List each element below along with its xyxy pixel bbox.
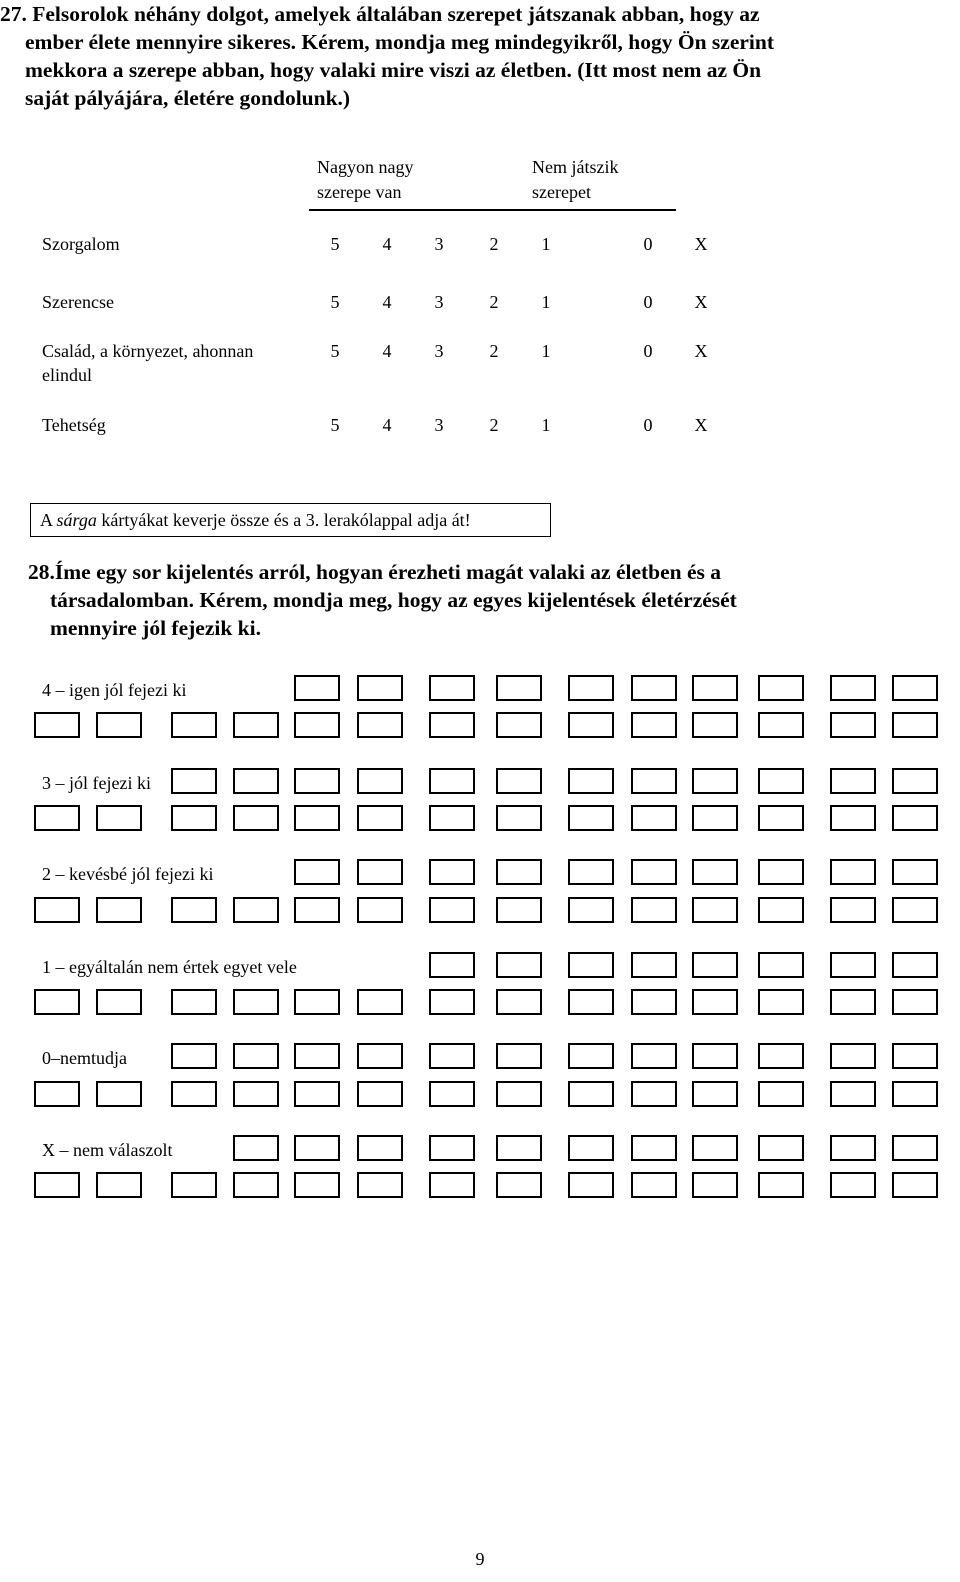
question-27-line: mekkora a szerepe abban, hogy valaki mire viszi az életben. (Itt most nem az Ön: [25, 58, 762, 82]
card-slot-box[interactable]: [496, 989, 542, 1015]
question-27-title: [0, 0, 955, 112]
card-slot-box[interactable]: [568, 1172, 614, 1198]
scale-header-rule: [309, 209, 676, 211]
card-slot-box[interactable]: [171, 1081, 217, 1107]
card-slot-box[interactable]: [357, 675, 403, 701]
card-slot-box[interactable]: [758, 675, 804, 701]
card-slot-box[interactable]: [294, 805, 340, 831]
question-28-title: [28, 558, 953, 642]
card-slot-box[interactable]: [758, 859, 804, 885]
item-label-szorgalom: Szorgalom: [42, 234, 120, 254]
card-slot-box[interactable]: [294, 1043, 340, 1069]
category-label-x: X – nem válaszolt: [42, 1140, 173, 1160]
rating-option[interactable]: 4: [382, 415, 392, 435]
card-slot-box[interactable]: [568, 952, 614, 978]
card-slot-box[interactable]: [496, 859, 542, 885]
card-slot-box[interactable]: [631, 952, 677, 978]
card-slot-box[interactable]: [357, 897, 403, 923]
card-slot-box[interactable]: [233, 712, 279, 738]
card-slot-box[interactable]: [429, 675, 475, 701]
card-slot-box[interactable]: [171, 1172, 217, 1198]
card-slot-box[interactable]: [294, 859, 340, 885]
card-slot-box[interactable]: [692, 805, 738, 831]
card-slot-box[interactable]: [357, 1043, 403, 1069]
card-slot-box[interactable]: [34, 989, 80, 1015]
rating-option[interactable]: X: [694, 292, 708, 312]
card-slot-box[interactable]: [96, 1081, 142, 1107]
card-slot-box[interactable]: [429, 712, 475, 738]
card-slot-box[interactable]: [233, 768, 279, 794]
scale-header-left-line: Nagyon nagy: [317, 157, 414, 177]
rating-option[interactable]: 0: [643, 415, 653, 435]
card-slot-box[interactable]: [758, 952, 804, 978]
card-slot-box[interactable]: [294, 1172, 340, 1198]
rating-option[interactable]: 2: [489, 341, 499, 361]
card-slot-box[interactable]: [171, 989, 217, 1015]
card-slot-box[interactable]: [692, 1172, 738, 1198]
card-slot-box[interactable]: [294, 1135, 340, 1161]
instruction-box: [30, 503, 551, 537]
scale-header-right-line: szerepet: [532, 182, 591, 202]
category-label-2: 2 – kevésbé jól fejezi ki: [42, 864, 214, 884]
card-slot-box[interactable]: [34, 805, 80, 831]
card-slot-box[interactable]: [96, 897, 142, 923]
card-slot-box[interactable]: [429, 897, 475, 923]
card-slot-box[interactable]: [758, 989, 804, 1015]
card-slot-box[interactable]: [568, 675, 614, 701]
card-slot-box[interactable]: [568, 1043, 614, 1069]
card-slot-box[interactable]: [758, 1135, 804, 1161]
card-slot-box[interactable]: [357, 859, 403, 885]
card-slot-box[interactable]: [294, 989, 340, 1015]
card-slot-box[interactable]: [892, 1135, 938, 1161]
rating-option[interactable]: 0: [643, 341, 653, 361]
card-slot-box[interactable]: [429, 859, 475, 885]
card-slot-box[interactable]: [631, 1172, 677, 1198]
rating-option[interactable]: 4: [382, 341, 392, 361]
card-slot-box[interactable]: [892, 805, 938, 831]
card-slot-box[interactable]: [496, 952, 542, 978]
scale-header-right: [532, 155, 618, 205]
question-27-line: ember élete mennyire sikeres. Kérem, mondja meg mindegyikről, hogy Ön szerint: [25, 30, 775, 54]
card-slot-box[interactable]: [830, 675, 876, 701]
card-slot-box[interactable]: [568, 805, 614, 831]
question-27-line: saját pályájára, életére gondolunk.): [25, 86, 351, 110]
card-slot-box[interactable]: [568, 1081, 614, 1107]
card-slot-box[interactable]: [758, 768, 804, 794]
question-27-line: 27. Felsorolok néhány dolgot, amelyek általában szerepet játszanak abban, hogy az: [0, 2, 760, 26]
rating-option[interactable]: 5: [330, 341, 340, 361]
card-slot-box[interactable]: [357, 1172, 403, 1198]
rating-option[interactable]: 5: [330, 292, 340, 312]
card-slot-box[interactable]: [830, 1081, 876, 1107]
card-slot-box[interactable]: [294, 897, 340, 923]
card-slot-box[interactable]: [892, 952, 938, 978]
card-slot-box[interactable]: [631, 897, 677, 923]
card-slot-box[interactable]: [758, 805, 804, 831]
card-slot-box[interactable]: [692, 859, 738, 885]
card-slot-box[interactable]: [758, 1043, 804, 1069]
rating-option[interactable]: X: [694, 415, 708, 435]
card-slot-box[interactable]: [830, 805, 876, 831]
category-label-4: 4 – igen jól fejezi ki: [42, 680, 187, 700]
item-label-szerencse: Szerencse: [42, 292, 114, 312]
card-slot-box[interactable]: [357, 712, 403, 738]
rating-option[interactable]: 3: [434, 415, 444, 435]
card-slot-box[interactable]: [294, 1081, 340, 1107]
card-slot-box[interactable]: [568, 712, 614, 738]
card-slot-box[interactable]: [171, 1043, 217, 1069]
card-slot-box[interactable]: [233, 1172, 279, 1198]
card-slot-box[interactable]: [429, 1081, 475, 1107]
category-label-1: 1 – egyáltalán nem értek egyet vele: [42, 957, 297, 977]
card-slot-box[interactable]: [34, 1081, 80, 1107]
card-slot-box[interactable]: [892, 1081, 938, 1107]
rating-option[interactable]: 5: [330, 234, 340, 254]
rating-option[interactable]: 3: [434, 292, 444, 312]
card-slot-box[interactable]: [34, 897, 80, 923]
instruction-text: A: [40, 510, 57, 530]
card-slot-box[interactable]: [171, 897, 217, 923]
rating-option[interactable]: 2: [489, 234, 499, 254]
card-slot-box[interactable]: [496, 712, 542, 738]
card-slot-box[interactable]: [429, 1172, 475, 1198]
card-slot-box[interactable]: [429, 1043, 475, 1069]
card-slot-box[interactable]: [496, 1081, 542, 1107]
card-slot-box[interactable]: [568, 859, 614, 885]
card-slot-box[interactable]: [96, 712, 142, 738]
item-label-line: Család, a környezet, ahonnan: [42, 341, 254, 361]
card-slot-box[interactable]: [631, 859, 677, 885]
card-slot-box[interactable]: [830, 768, 876, 794]
rating-option[interactable]: 2: [489, 415, 499, 435]
card-slot-box[interactable]: [830, 1172, 876, 1198]
card-slot-box[interactable]: [692, 1043, 738, 1069]
card-slot-box[interactable]: [429, 768, 475, 794]
card-slot-box[interactable]: [568, 897, 614, 923]
card-slot-box[interactable]: [34, 712, 80, 738]
card-slot-box[interactable]: [233, 805, 279, 831]
card-slot-box[interactable]: [496, 897, 542, 923]
card-slot-box[interactable]: [631, 675, 677, 701]
card-slot-box[interactable]: [429, 989, 475, 1015]
card-slot-box[interactable]: [830, 859, 876, 885]
card-slot-box[interactable]: [429, 1135, 475, 1161]
card-slot-box[interactable]: [830, 989, 876, 1015]
card-slot-box[interactable]: [568, 989, 614, 1015]
card-slot-box[interactable]: [692, 952, 738, 978]
rating-option[interactable]: 4: [382, 292, 392, 312]
card-slot-box[interactable]: [496, 1172, 542, 1198]
card-slot-box[interactable]: [631, 805, 677, 831]
card-slot-box[interactable]: [233, 1043, 279, 1069]
card-slot-box[interactable]: [758, 897, 804, 923]
card-slot-box[interactable]: [631, 712, 677, 738]
card-slot-box[interactable]: [692, 897, 738, 923]
card-slot-box[interactable]: [568, 768, 614, 794]
card-slot-box[interactable]: [568, 1135, 614, 1161]
card-slot-box[interactable]: [758, 1081, 804, 1107]
category-label-3: 3 – jól fejezi ki: [42, 773, 151, 793]
card-slot-box[interactable]: [34, 1172, 80, 1198]
card-slot-box[interactable]: [631, 1081, 677, 1107]
card-slot-box[interactable]: [892, 859, 938, 885]
item-label-tehetseg: Tehetség: [42, 415, 106, 435]
card-slot-box[interactable]: [892, 1043, 938, 1069]
category-label-0: 0–nemtudja: [42, 1048, 127, 1068]
rating-option[interactable]: 1: [541, 292, 551, 312]
rating-option[interactable]: 0: [643, 292, 653, 312]
card-slot-box[interactable]: [233, 989, 279, 1015]
scale-header-left-line: szerepe van: [317, 182, 402, 202]
card-slot-box[interactable]: [496, 1043, 542, 1069]
card-slot-box[interactable]: [233, 1135, 279, 1161]
rating-option[interactable]: 5: [330, 415, 340, 435]
card-slot-box[interactable]: [830, 897, 876, 923]
card-slot-box[interactable]: [96, 989, 142, 1015]
question-28-line: mennyire jól fejezik ki.: [50, 616, 261, 640]
card-slot-box[interactable]: [830, 952, 876, 978]
rating-option[interactable]: X: [694, 234, 708, 254]
card-slot-box[interactable]: [758, 1172, 804, 1198]
card-slot-box[interactable]: [357, 805, 403, 831]
card-slot-box[interactable]: [830, 712, 876, 738]
rating-option[interactable]: 3: [434, 234, 444, 254]
card-slot-box[interactable]: [692, 712, 738, 738]
card-slot-box[interactable]: [294, 712, 340, 738]
card-slot-box[interactable]: [171, 768, 217, 794]
card-slot-box[interactable]: [496, 805, 542, 831]
question-28-line: társadalomban. Kérem, mondja meg, hogy az egyes kijelentések életérzését: [50, 588, 737, 612]
card-slot-box[interactable]: [892, 675, 938, 701]
card-slot-box[interactable]: [631, 768, 677, 794]
card-slot-box[interactable]: [830, 1043, 876, 1069]
card-slot-box[interactable]: [496, 768, 542, 794]
card-slot-box[interactable]: [692, 768, 738, 794]
page-number: 9: [475, 1549, 485, 1569]
card-slot-box[interactable]: [294, 768, 340, 794]
item-label-csalad: [42, 339, 253, 387]
card-slot-box[interactable]: [496, 675, 542, 701]
card-slot-box[interactable]: [692, 989, 738, 1015]
instruction-color-word: sárga: [56, 510, 97, 530]
card-slot-box[interactable]: [892, 989, 938, 1015]
card-slot-box[interactable]: [692, 1135, 738, 1161]
rating-option[interactable]: 0: [643, 234, 653, 254]
item-label-line: elindul: [42, 365, 92, 385]
card-slot-box[interactable]: [631, 1043, 677, 1069]
card-slot-box[interactable]: [631, 989, 677, 1015]
scale-header-right-line: Nem játszik: [532, 157, 619, 177]
card-slot-box[interactable]: [692, 1081, 738, 1107]
rating-option[interactable]: 3: [434, 341, 444, 361]
card-slot-box[interactable]: [357, 768, 403, 794]
card-slot-box[interactable]: [429, 805, 475, 831]
card-slot-box[interactable]: [357, 989, 403, 1015]
question-28-line: 28.Íme egy sor kijelentés arról, hogyan érezheti magát valaki az életben és a: [28, 560, 722, 584]
rating-option[interactable]: 4: [382, 234, 392, 254]
card-slot-box[interactable]: [429, 952, 475, 978]
card-slot-box[interactable]: [631, 1135, 677, 1161]
rating-option[interactable]: 2: [489, 292, 499, 312]
card-slot-box[interactable]: [892, 768, 938, 794]
card-slot-box[interactable]: [830, 1135, 876, 1161]
card-slot-box[interactable]: [758, 712, 804, 738]
card-slot-box[interactable]: [357, 1135, 403, 1161]
card-slot-box[interactable]: [892, 1172, 938, 1198]
card-slot-box[interactable]: [294, 675, 340, 701]
rating-option[interactable]: 1: [541, 341, 551, 361]
card-slot-box[interactable]: [233, 897, 279, 923]
scale-header-left: [317, 155, 413, 205]
card-slot-box[interactable]: [357, 1081, 403, 1107]
rating-option[interactable]: 1: [541, 234, 551, 254]
card-slot-box[interactable]: [892, 897, 938, 923]
card-slot-box[interactable]: [96, 1172, 142, 1198]
card-slot-box[interactable]: [692, 675, 738, 701]
rating-option[interactable]: X: [694, 341, 708, 361]
instruction-text: kártyákat keverje össze és a 3. lerakólappal adja át!: [96, 510, 471, 530]
rating-option[interactable]: 1: [541, 415, 551, 435]
card-slot-box[interactable]: [233, 1081, 279, 1107]
card-slot-box[interactable]: [171, 805, 217, 831]
card-slot-box[interactable]: [496, 1135, 542, 1161]
card-slot-box[interactable]: [892, 712, 938, 738]
card-slot-box[interactable]: [96, 805, 142, 831]
card-slot-box[interactable]: [171, 712, 217, 738]
